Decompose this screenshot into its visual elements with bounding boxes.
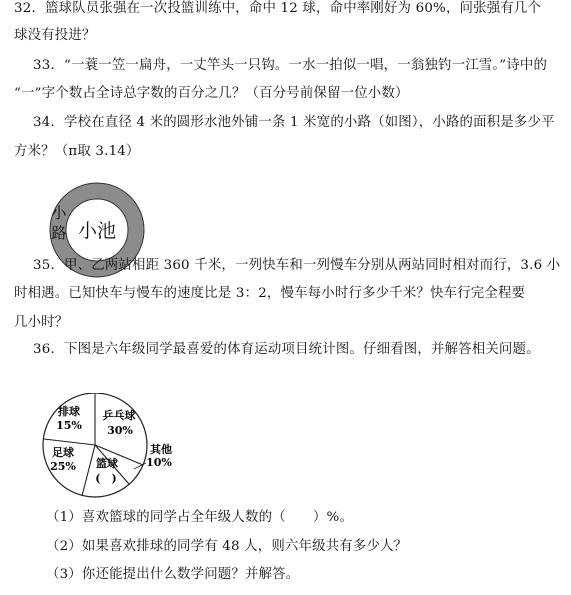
slice-name-volleyball: 排球	[58, 405, 80, 418]
sports-pie-chart	[40, 393, 180, 499]
slice-label-volleyball: 15%	[56, 419, 82, 432]
pool-label: 小池	[77, 220, 117, 242]
slice-name-football: 足球	[52, 446, 74, 459]
slice-label-other: 10%	[146, 456, 172, 469]
slice-label-football: 25%	[50, 460, 76, 473]
q34-line-2: 方米？（π取 3.14）	[14, 144, 140, 159]
slice-name-basketball: 篮球	[96, 457, 118, 470]
q35-line-2: 时相遇。已知快车与慢车的速度比是 3：2，慢车每小时行多少千米？快车行完全程要	[14, 286, 526, 301]
slice-name-table-tennis: 乒乓球	[102, 409, 136, 422]
q35-line-3: 几小时？	[14, 315, 69, 330]
q34-line-1: 34．学校在直径 4 米的圆形水池外铺一条 1 米宽的小路（如图），小路的面积是多少平	[33, 115, 555, 130]
q36-line-1: 36．下图是六年级同学最喜爱的体育运动项目统计图。仔细看图，并解答相关问题。	[33, 342, 540, 357]
q36-sub-1: （1）喜欢篮球的同学占全年级人数的（ ）%。	[46, 510, 354, 525]
slice-name-other: 其他	[150, 443, 172, 456]
q33-line-1: 33．“一蓑一笠一扁舟，一丈竿头一只钩。一水一拍似一唱，一翁独钓一江雪。”诗中的	[33, 58, 548, 73]
pool-path-figure	[35, 174, 155, 294]
q32-line-2: 球没有投进？	[14, 28, 96, 43]
q36-sub-2: （2）如果喜欢排球的同学有 48 人，则六年级共有多少人？	[46, 539, 408, 554]
slice-label-basketball: ( )	[95, 472, 117, 485]
path-label-char-2: 路	[51, 224, 67, 242]
q35-line-1: 35．甲、乙两站相距 360 千米，一列快车和一列慢车分别从两站同时相对而行，3.6 小	[33, 258, 561, 273]
slice-label-table-tennis: 30%	[107, 424, 133, 437]
q32-line-1: 32．篮球队员张强在一次投篮训练中，命中 12 球，命中率刚好为 60%，问张强有几个	[14, 1, 542, 16]
q36-sub-3: （3）你还能提出什么数学问题？并解答。	[46, 567, 300, 582]
path-label-char-1: 小	[51, 204, 67, 222]
q33-line-2: “一”字个数占全诗总字数的百分之几？（百分号前保留一位小数）	[14, 86, 409, 101]
